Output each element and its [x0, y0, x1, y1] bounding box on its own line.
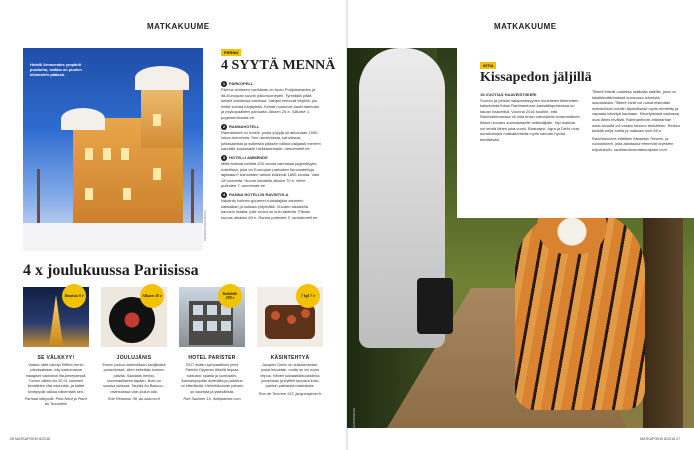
- section-head-right: MATKAKUUME: [494, 22, 557, 31]
- reason-2: 2 RANNAHOTELL: [222, 123, 260, 129]
- card-text-1: Vaikka olisit nähnyt Eiffelin tornin päiväsaikaan, käy katsomassa maagiset valoshow ilta-pimeydessä. Tunnin välein klo 20-01 valomeri kimaltelee viisi minuuttia, ja kaikki keräytyvät vaikka näkemään sen. Parhaat näkymät: Pont-Neuf ja Place du Trocadéro: [24, 363, 88, 407]
- reason-4: 4 RANNA HOTELLIN RAVINTOLA: [222, 191, 289, 197]
- card-title-2: JOULUJÄNIS: [116, 355, 152, 361]
- price-badge-4: 7 kpl 7 e: [296, 284, 320, 308]
- folio-left: 26 MATKAPOKKI 8/2018: [10, 437, 51, 441]
- kicker-parnu: PÄRNU: [221, 49, 241, 56]
- tiger-photo-caption: Ranthambore etät tiikereitä vapaana 70 kymmenesosaltaan.: [480, 183, 529, 198]
- tiger-article-col1: 15-VUOTIAS HAAVEISTIIKERI Suuren ja pelkän salaperäisyyden kuuluisten tiikereiden katsomista Intian Ranthambore-kansallispuistossa on kauan haaveillut. Vuonna 2016 kuultiin, että Ranthamboressa oli ollut ensin vahvistettu ensimmäinen tiikerin kuvaus suomalaiselle matkailijalle. Nyt matkaa voi tehdä lähes joka vuosi. Bharatpur, Agra ja Delhi ovat suosituimpia matkakohteita myös sanottu hyvää kerättävää.: [480, 92, 580, 142]
- price-badge-3: Kahdelle 290 e: [218, 284, 242, 308]
- price-badge-2: Alkaen 10 e: [140, 284, 164, 308]
- card-title-3: HOTEL PARISTER: [188, 355, 236, 361]
- folio-right: MATKAPOKKI 8/2018 27: [640, 437, 681, 441]
- tiger-photo-credit: ISTOCKPHOTO: [352, 408, 356, 430]
- reason-3: 3 HOTELLI AMMENDE: [222, 154, 268, 160]
- headline-kissapedon: Kissapedon jäljillä: [480, 70, 592, 85]
- paris-headline: 4 x joulukuussa Pariisissa: [23, 262, 199, 279]
- card-text-4: Jacques Genin on suklaamestari, jonka leivoksiin, mutta se voi myös leipoa. Hänen suklaatilaisuuksiinsa jonotetaan ja tryffelit tarjoava koko pariisin parhaista makeisista. Rue de Turenne 133, jacquesgenin.fr: [258, 363, 322, 396]
- kicker-intia: INTIA: [480, 62, 496, 69]
- price-badge-1: Ilmaista 0 e: [62, 284, 86, 308]
- card-text-3: 2017 avattu sympaattinen pieni Pariisin Opperan lähellä tarjoaa luksusta: spasta ja kuntosalin. Aamiaispöydän antimista ja palvelun on kiitettävää. Henkilökunnan palvelu on kaunista ja ystävällistä. Rue Saulnier 19, hotelpariser.com: [180, 363, 244, 401]
- tiger-article-col2: Tiikerit elävät uudessa matkalla kaikille, joka on käsittämättömässä kunnossa lehmistä sukulaisista. Tiikerit eivät voi uusia etsimään mahdollisiin kohtiin täydellisesti myös nimitetty ja vapaata kävelyä kauttaan. Kävelyteissä vastassa ovat lähes leväliät. Ranthambore-eläintarhan www-sivuilta voi varata reissun etukäteen. Reissu kestää neljä tuntia ja maksaa noin 65 e. Ranthambore etätiikeri Mandala Travels- ja ruokalokerit, joita aikataulut etenevät ohjeiden kirjoituksiin, ranthamborenationalpark.com: [592, 89, 680, 152]
- card-title-4: KÄSINTEHTYÄ: [270, 355, 310, 361]
- card-text-2: Ennen joulua marinoidaan kanijänistä punaviinissä, siten keitetään kolmen päivää. Saadaan herkku kuninkaalliseen tapaan, lihan on suussa sulavaa. Tarjolla Au Bascou -ravintolassa vain joulun alla. Rue Réaumur 38, au-bascou.fr: [102, 363, 166, 401]
- reason-1: 1 PARKOPELL: [222, 81, 254, 86]
- four-reasons-text: 1 PARKOPELL Pärnun entiseen vankilaan on tuotu Pohjoismaiden ja itä-Euroopan suurin pakohuonepeli. Tyrmästä pitää keksiä kolmessa tunnissa. Vartijat kertovat vihjeitä, jos heillä suinaa kärjäyttää. Seinät huokuvat kauhutarinoita ja psykopaattien pahuutta. Alkaen 25 e. Sillutise 1, pogenemistuba.ee 2 RANNAHOTELL Rannahotell on hotelli, jonka yöpyjä oli aikoinaan 1930-lukua tunnelmia. Sen ravintolasta, kahvilasta, juhlasaleista ja sviiteistä pääsee vaikka paljaasti mereen kauniille kuuluisalle hiekkarannalle. rannahotell.ee 3 HOTELLI AMMENDE Miltä tuntuisi keittää 200 vuotta vanhassa jugendtyylis-hotellissa, joka on Euroopan parhaiten kunnostettuja lajissaan? Asmuisten tarinat kulkevat 1800-luvulta. Vain 18 huonetta. Huone kahdelle alkaen 70 e. Mere puiestee 7, ammende.ee 4 RANNA HOTELLIN RAVINTOLA Nautinto kolmen gourmet-ruokalajista aiemmin kakkaillan ja sukkaa yhtymällä. Vuoden aikaisella kaunein listalla, jolle ruoka on kuin taidetta. Päivän lounas aikaisin 69 e. Ranna puiestee 5, rannahotell.ee: [221, 81, 321, 220]
- hotel-photo-caption: Hotelli Ammendes ympäröi puutarha, vaikka on puolen kilometrin päässä.: [30, 62, 82, 78]
- headline-4-syyta: 4 SYYTÄ MENNÄ: [221, 58, 336, 73]
- section-head-left: MATKAKUUME: [147, 22, 210, 31]
- card-title-1: SE VÄLKKYY!: [37, 355, 75, 361]
- hotel-ammende-photo: [23, 48, 203, 251]
- hotel-photo-credit: PIXABAY/IMAGEBANK: [203, 210, 207, 242]
